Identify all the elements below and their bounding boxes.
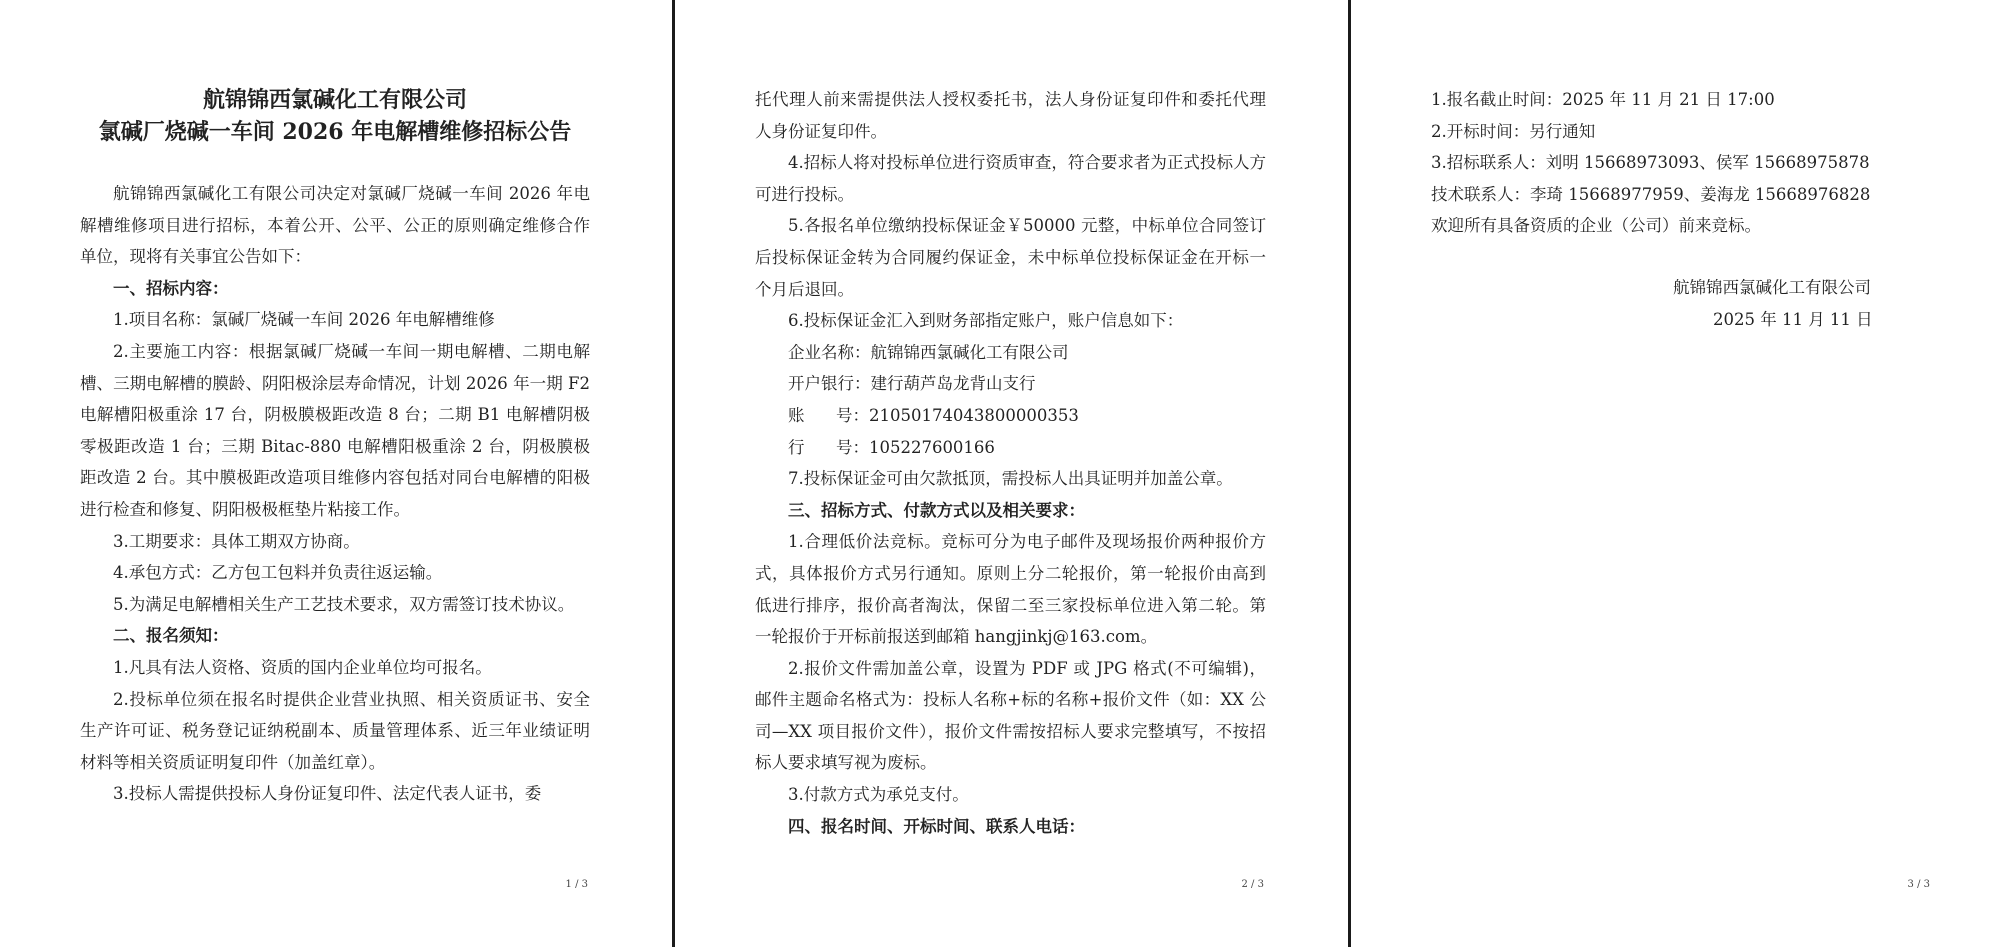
section-2-item-3-continued: 托代理人前来需提供法人授权委托书，法人身份证复印件和委托代理人身份证复印件。 [754, 90, 1266, 141]
title-line-1: 航锦锦西氯碱化工有限公司 [202, 87, 467, 113]
section-3-heading: 三、招标方式、付款方式以及相关要求： [787, 500, 1085, 520]
section-1-heading: 一、招标内容： [113, 278, 229, 298]
section-2-item-4: 4.招标人将对投标单位进行资质审查，符合要求者为正式投标人方可进行投标。 [754, 153, 1266, 204]
registration-deadline: 1.报名截止时间：2025 年 11 月 21 日 17:00 [1430, 90, 1775, 109]
section-2-item-1: 1.凡具有法人资格、资质的国内企业单位均可报名。 [113, 657, 492, 677]
section-3-item-2: 2.报价文件需加盖公章，设置为 PDF 或 JPG 格式(不可编辑)，邮件主题命名格式为：投标人名称+标的名称+报价文件（如：XX 公司—XX 项目报价文件），报价文件需按招标人要求完整填写，不按招标人要求填写视为废标。 [754, 658, 1266, 773]
section-2-item-6: 6.投标保证金汇入到财务部指定账户，账户信息如下： [787, 311, 1184, 331]
page-number: 1 / 3 [565, 879, 588, 890]
section-2-item-7: 7.投标保证金可由欠款抵顶，需投标人出具证明并加盖公章。 [787, 469, 1233, 489]
page-3 [1351, 0, 2014, 947]
signoff-company: 航锦锦西氯碱化工有限公司 [1672, 277, 1871, 297]
page-1 [0, 0, 672, 947]
section-2-item-5: 5.各报名单位缴纳投标保证金￥50000 元整，中标单位合同签订后投标保证金转为合同履约保证金，未中标单位投标保证金在开标一个月后退回。 [754, 216, 1266, 299]
page-number: 3 / 3 [1907, 879, 1930, 890]
section-2-item-3-start: 3.投标人需提供投标人身份证复印件、法定代表人证书，委 [113, 784, 542, 804]
section-2-heading: 二、报名须知： [113, 626, 229, 646]
document-title [80, 84, 590, 148]
account-bank: 开户银行：建行葫芦岛龙背山支行 [787, 374, 1036, 394]
section-2-item-2: 2.投标单位须在报名时提供企业营业执照、相关资质证书、安全生产许可证、税务登记证纳税副本、质量管理体系、近三年业绩证明材料等相关资质证明复印件（加盖红章）。 [80, 689, 590, 772]
title-line-2: 氯碱厂烧碱一车间 2026 年电解槽维修招标公告 [98, 119, 572, 145]
page-2 [675, 0, 1348, 947]
intro-paragraph: 航锦锦西氯碱化工有限公司决定对氯碱厂烧碱一车间 2026 年电解槽维修项目进行招标，本着公开、公平、公正的原则确定维修合作单位，现将有关事宜公告如下： [80, 184, 590, 267]
page-number: 2 / 3 [1241, 879, 1264, 890]
bid-contacts: 3.招标联系人：刘明 15668973093、侯军 15668975878 [1430, 153, 1870, 173]
section-1-item-5: 5.为满足电解槽相关生产工艺技术要求，双方需签订技术协议。 [113, 594, 575, 614]
signoff-date: 2025 年 11 月 11 日 [1712, 309, 1873, 329]
account-line-number: 行 号：105227600166 [787, 437, 995, 457]
signoff [1431, 272, 1932, 335]
welcome-note: 欢迎所有具备资质的企业（公司）前来竞标。 [1430, 216, 1761, 236]
bid-opening-time: 2.开标时间：另行通知 [1430, 121, 1596, 141]
section-3-item-3: 3.付款方式为承兑支付。 [787, 785, 969, 805]
account-company-name: 企业名称：航锦锦西氯碱化工有限公司 [787, 342, 1069, 362]
section-4-heading: 四、报名时间、开标时间、联系人电话： [787, 816, 1085, 836]
technical-contacts: 技术联系人：李琦 15668977959、姜海龙 15668976828 [1430, 184, 1871, 204]
account-number: 账 号：21050174043800000353 [787, 405, 1079, 425]
section-1-item-3: 3.工期要求：具体工期双方协商。 [113, 531, 360, 551]
section-1-item-4: 4.承包方式：乙方包工包料并负责往返运输。 [113, 563, 443, 583]
section-1-item-1: 1.项目名称：氯碱厂烧碱一车间 2026 年电解槽维修 [113, 310, 495, 330]
section-3-item-1: 1.合理低价法竞标。竞标可分为电子邮件及现场报价两种报价方式，具体报价方式另行通知。原则上分二轮报价，第一轮报价由高到低进行排序，报价高者淘汰，保留二至三家投标单位进入第二轮。第一轮报价于开标前报送到邮箱 hangjinkj@163.com。 [754, 532, 1266, 647]
section-1-item-2: 2.主要施工内容：根据氯碱厂烧碱一车间一期电解槽、二期电解槽、三期电解槽的膜龄、阴阳极涂层寿命情况，计划 2026 年一期 F2 电解槽阳极重涂 17 台，阴极膜极距改造 8 台；二期 B1 电解槽阴极零极距改造 1 台；三期 Bitac-880 电解槽阳极重涂 2 台，阴极膜极距改造 2 台。其中膜极距改造项目维修内容包括对同台电解槽的阳极进行检查和修复、阴阳极极框垫片粘接工作。 [80, 341, 590, 519]
